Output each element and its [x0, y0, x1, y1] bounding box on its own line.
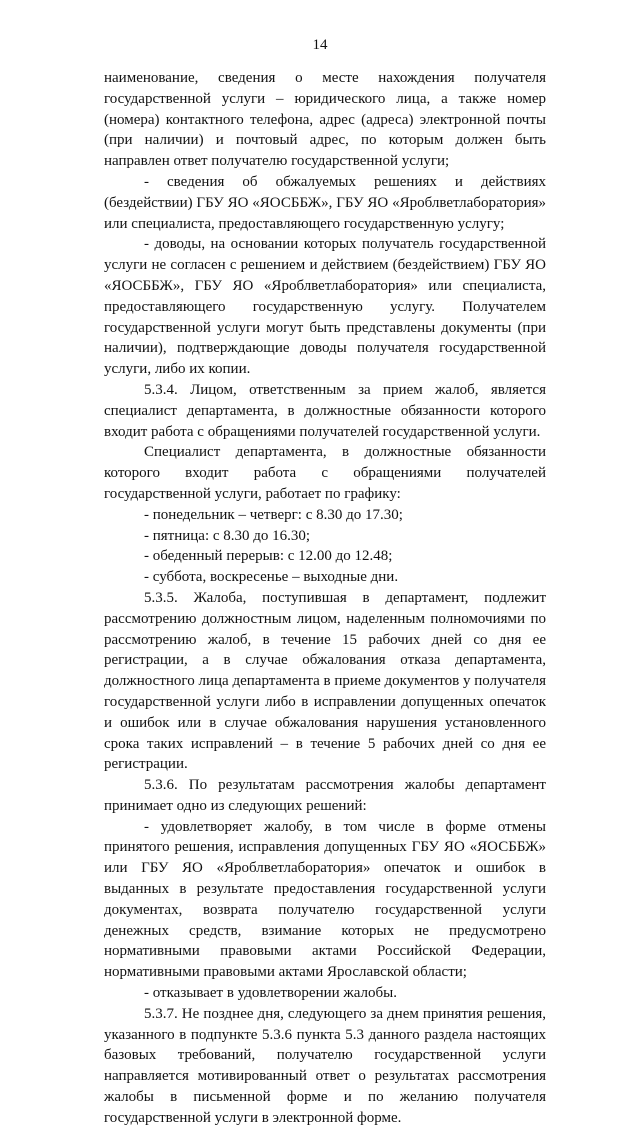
- page-number: 14: [312, 37, 328, 53]
- paragraph-recipient-details: наименование, сведения о месте нахождения получателя государственной услуги – юридического лица, а также номер (номера) контактного телефона, адрес (адреса) электронной почты (при наличии) и почтовый адрес, по которым должен быть направлен ответ получателю государственной услуги;: [104, 70, 546, 170]
- decision-item-satisfy: - удовлетворяет жалобу, в том числе в форме отмены принятого решения, исправления допущенных ГБУ ЯО «ЯОСББЖ» или ГБУ ЯО «Яроблветлаборатория» опечаток и ошибок в выданных в результате предоставления государственной услуги документах, возврата получателю государственной услуги денежных средств, взимание которых не предусмотрено нормативными правовыми актами Российской Федерации, нормативными правовыми актами Ярославской области;: [104, 818, 546, 981]
- paragraph-5-3-5: 5.3.5. Жалоба, поступившая в департамент, подлежит рассмотрению должностным лицом, наделенным полномочиями по рассмотрению жалоб, в течение 15 рабочих дней со дня ее регистрации, а в случае обжалования отказа департамента, должностного лица департамента в приеме документов у получателя государственной услуги либо в исправлении допущенных опечаток и ошибок или в случае обжалования нарушения установленного срока таких исправлений – в течение 5 рабочих дней со дня ее регистрации.: [104, 589, 546, 773]
- schedule-item-weekend: - суббота, воскресенье – выходные дни.: [144, 569, 399, 586]
- paragraph-5-3-7: 5.3.7. Не позднее дня, следующего за днем принятия решения, указанного в подпункте 5.3.6 пункта 5.3 данного раздела настоящих базовых требований, получателю государственной услуги направляется мотивированный ответ о результатах рассмотрения жалобы в письменной форме и по желанию получателя государственной услуги в электронной форме.: [104, 1005, 546, 1126]
- decision-item-refuse: - отказывает в удовлетворении жалобы.: [144, 985, 398, 1002]
- schedule-item-mon-thu: - понедельник – четверг: с 8.30 до 17.30;: [144, 506, 403, 523]
- schedule-item-friday: - пятница: с 8.30 до 16.30;: [144, 527, 311, 544]
- paragraph-appealed-decisions: - сведения об обжалуемых решениях и действиях (бездействии) ГБУ ЯО «ЯОСББЖ», ГБУ ЯО «Яроблветлаборатория» или специалиста, предоставляющего государственную услугу;: [104, 173, 546, 232]
- paragraph-schedule-intro: Специалист департамента, в должностные обязанности которого входит работа с обращениями получателей государственной услуги, работает по графику:: [104, 444, 546, 502]
- paragraph-5-3-4: 5.3.4. Лицом, ответственным за прием жалоб, является специалист департамента, в должностные обязанности которого входит работа с обращениями получателей государственной услуги.: [104, 381, 546, 440]
- schedule-item-lunch: - обеденный перерыв: с 12.00 до 12.48;: [144, 548, 393, 565]
- paragraph-5-3-6: 5.3.6. По результатам рассмотрения жалобы департамент принимает одно из следующих решений:: [104, 777, 546, 814]
- paragraph-arguments: - доводы, на основании которых получатель государственной услуги не согласен с решением и действием (бездействием) ГБУ ЯО «ЯОСББЖ», ГБУ ЯО «Яроблветлаборатория» или специалиста, предоставляющего государственную услугу. Получателем государственной услуги могут быть представлены документы (при наличии), подтверждающие доводы получателя государственной услуги, либо их копии.: [104, 236, 546, 378]
- document-body: [104, 68, 546, 1129]
